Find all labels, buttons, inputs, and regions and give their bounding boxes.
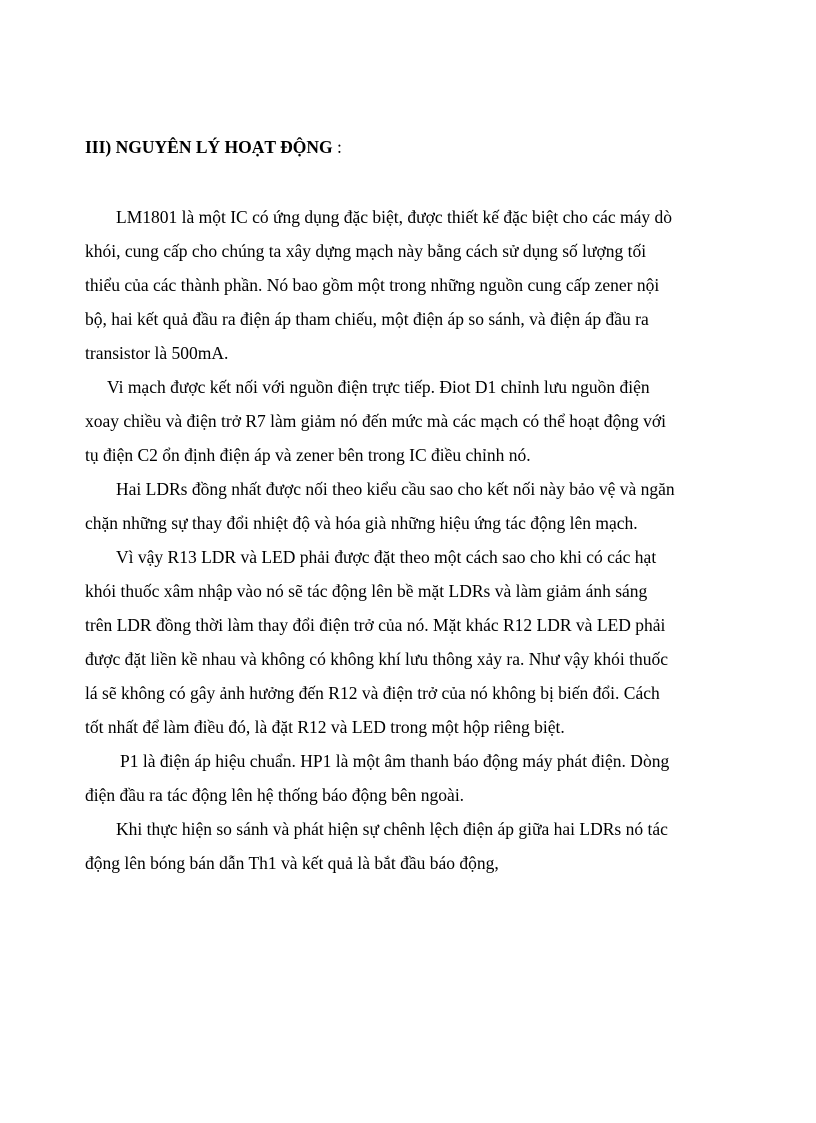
paragraph-line: lá sẽ không có gây ảnh hưởng đến R12 và điện trở của nó không bị biến đổi. Cách bbox=[85, 683, 660, 703]
paragraph-line: transistor là 500mA. bbox=[85, 343, 229, 363]
paragraph-line: Hai LDRs đồng nhất được nối theo kiểu cầu sao cho kết nối này bảo vệ và ngăn bbox=[116, 479, 675, 499]
paragraph-line: tốt nhất để làm điều đó, là đặt R12 và LED trong một hộp riêng biệt. bbox=[85, 717, 565, 737]
paragraph-line: tụ điện C2 ổn định điện áp và zener bên trong IC điều chỉnh nó. bbox=[85, 445, 531, 465]
paragraph-line: trên LDR đồng thời làm thay đổi điện trở của nó. Mặt khác R12 LDR và LED phải bbox=[85, 615, 666, 635]
paragraph-line: chặn những sự thay đổi nhiệt độ và hóa già những hiệu ứng tác động lên mạch. bbox=[85, 513, 638, 533]
paragraph-line: xoay chiều và điện trở R7 làm giảm nó đến mức mà các mạch có thể hoạt động với bbox=[85, 411, 667, 431]
paragraph-line: Khi thực hiện so sánh và phát hiện sự chênh lệch điện áp giữa hai LDRs nó tác bbox=[116, 819, 668, 839]
paragraph-line: động lên bóng bán dẫn Th1 và kết quả là bắt đầu báo động, bbox=[85, 853, 499, 873]
paragraph-line: điện đầu ra tác động lên hệ thống báo động bên ngoài. bbox=[85, 785, 465, 805]
section-heading-colon: : bbox=[332, 137, 342, 157]
paragraph-line: được đặt liền kề nhau và không có không khí lưu thông xảy ra. Như vậy khói thuốc bbox=[85, 649, 669, 669]
section-heading bbox=[85, 135, 342, 159]
paragraph-line: thiểu của các thành phần. Nó bao gồm một trong những nguồn cung cấp zener nội bbox=[85, 275, 660, 295]
paragraph-line: P1 là điện áp hiệu chuẩn. HP1 là một âm thanh báo động máy phát điện. Dòng bbox=[120, 751, 670, 771]
paragraph-line: Vì vậy R13 LDR và LED phải được đặt theo một cách sao cho khi có các hạt bbox=[116, 547, 657, 567]
paragraph-line: khói thuốc xâm nhập vào nó sẽ tác động lên bề mặt LDRs và làm giảm ánh sáng bbox=[85, 581, 648, 601]
paragraph-line: LM1801 là một IC có ứng dụng đặc biệt, được thiết kế đặc biệt cho các máy dò bbox=[116, 207, 672, 227]
paragraph-line: khói, cung cấp cho chúng ta xây dựng mạch này bằng cách sử dụng số lượng tối bbox=[85, 241, 647, 261]
paragraph-line: bộ, hai kết quả đầu ra điện áp tham chiếu, một điện áp so sánh, và điện áp đầu ra bbox=[85, 309, 649, 329]
paragraph-line: Vi mạch được kết nối với nguồn điện trực tiếp. Điot D1 chỉnh lưu nguồn điện bbox=[107, 377, 650, 397]
section-heading-title: III) NGUYÊN LÝ HOẠT ĐỘNG bbox=[85, 137, 333, 157]
